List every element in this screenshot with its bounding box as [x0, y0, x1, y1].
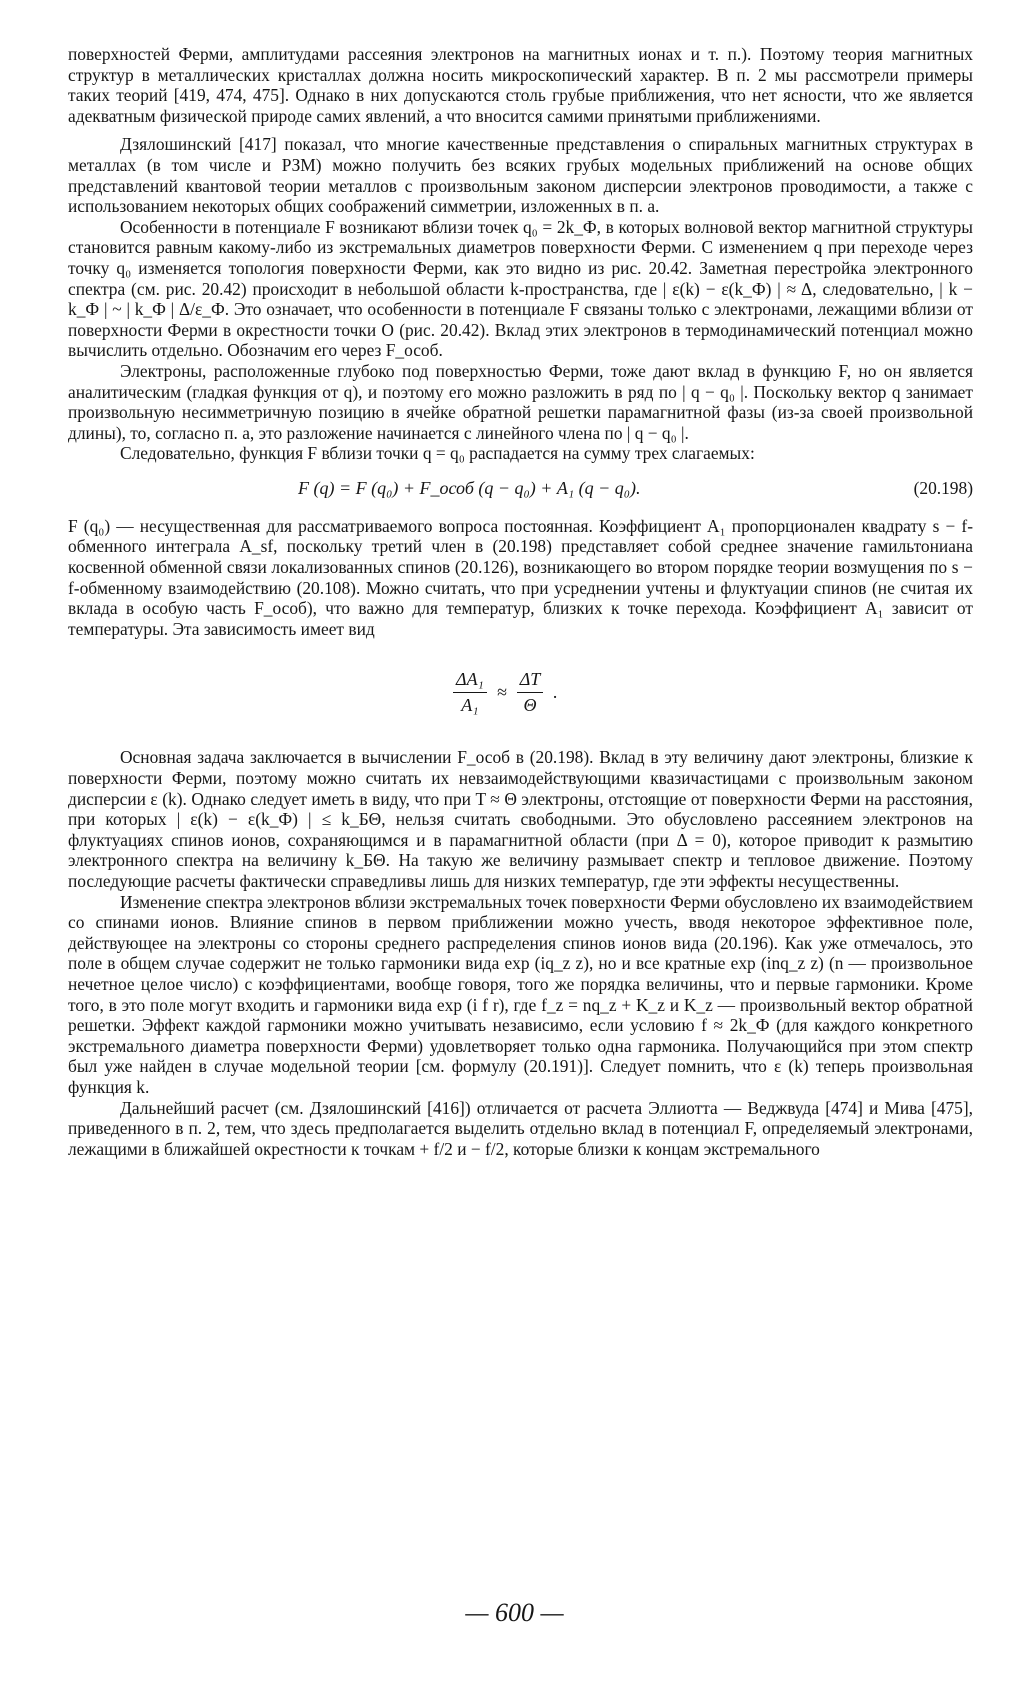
- fraction-right: [517, 669, 544, 715]
- equation-20-198: [68, 472, 973, 508]
- fraction-left-denominator: A₁: [461, 695, 479, 716]
- paragraph-6: F (q₀) — несущественная для рассматриваемого вопроса постоянная. Коэффициент A₁ пропорционален квадрату s − f-обменного интеграла A_sf, поскольку третий член в (20.198) представляет собой среднее значение гамильтониана косвенной обменной связи локализованных спинов (20.126), возникающего во втором порядке теории возмущения по s − f-обменному взаимодействию (20.108). Можно считать, что при усреднении учтены и флуктуации спинов (не считая их вклада в особую часть F_особ), что важно для температур, близких к точке перехода. Коэффициент A₁ зависит от температуры. Эта зависимость имеет вид: [68, 515, 973, 639]
- approx-sign: ≈: [496, 682, 507, 703]
- fraction-period: .: [553, 682, 558, 703]
- page-text: [68, 44, 973, 1159]
- paragraph-3: Особенности в потенциале F возникают вблизи точек q₀ = 2k_Ф, в которых волновой вектор магнитной структуры становится равным какому-либо из экстремальных диаметров поверхности Ферми. С изменением q при переходе через точку q₀ изменяется топология поверхности Ферми, как это видно из рис. 20.42. Заметная перестройка электронного спектра (см. рис. 20.42) происходит в небольшой области k-пространства, где | ε(k) − ε(k_Ф) | ≈ Δ, следовательно, | k − k_Ф | ~ | k_Ф | Δ/ε_Ф. Это означает, что особенности в потенциале F связаны только с электронами, лежащими вблизи от поверхности Ферми в окрестности точки O (рис. 20.42). Вклад этих электронов в термодинамический потенциал можно вычислить отдельно. Обозначим его через F_особ.: [68, 216, 973, 361]
- paragraph-4: Электроны, расположенные глубоко под поверхностью Ферми, тоже дают вклад в функцию F, но он является аналитическим (гладкая функция от q), и поэтому его можно разложить в ряд по | q − q₀ |. Поскольку вектор q занимает произвольную несимметричную позицию в ячейке обратной решетки парамагнитной фазы (из-за своей произвольной длины), то, согласно п. a, это разложение начинается с линейного члена по | q − q₀ |.: [68, 360, 973, 443]
- fraction-right-numerator: ΔT: [517, 669, 544, 693]
- fraction-left: [453, 669, 487, 715]
- page-number: — 600 —: [465, 1598, 564, 1627]
- fraction-left-numerator: ΔA₁: [453, 669, 487, 693]
- paragraph-2: Дзялошинский [417] показал, что многие качественные представления о спиральных магнитных структурах в металлах (в том числе и РЗМ) можно получить без всяких грубых модельных приближений на основе общих представлений квантовой теории металлов с произвольным законом дисперсии электронов проводимости, а также с использованием некоторых общих соображений симметрии, изложенных в п. a.: [68, 134, 973, 217]
- fraction-right-denominator: Θ: [523, 695, 537, 716]
- paragraph-7: Основная задача заключается в вычислении F_особ в (20.198). Вклад в эту величину дают электроны, близкие к поверхности Ферми, поэтому можно считать их невзаимодействующими квазичастицами с произвольным законом дисперсии ε (k). Однако следует иметь в виду, что при T ≈ Θ электроны, отстоящие от поверхности Ферми на расстояния, при которых | ε(k) − ε(k_Ф) | ≤ k_БΘ, нельзя считать свободными. Это обусловлено рассеянием электронов на флуктуациях спинов ионов, сохраняющимся и в парамагнитной области (при Δ = 0), которое приводит к размытию электронного спектра на величину k_БΘ. На такую же величину размывает спектр и тепловое движение. Поэтому последующие расчеты фактически справедливы лишь для низких температур, где эти эффекты несущественны.: [68, 747, 973, 891]
- paragraph-1: поверхностей Ферми, амплитудами рассеяния электронов на магнитных ионах и т. п.). Поэтому теория магнитных структур в металлических кристаллах должна носить микроскопический характер. В п. 2 мы рассмотрели примеры таких теорий [419, 474, 475]. Однако в них допускаются столь грубые приближения, что нет ясности, что же является адекватным физической природе самих явлений, а что вносится самими принятыми приближениями.: [68, 44, 973, 126]
- equation-body: F (q) = F (q₀) + F_особ (q − q₀) + A₁ (q − q₀).: [298, 477, 641, 498]
- temperature-relation: [68, 651, 973, 739]
- paragraph-5: Следовательно, функция F вблизи точки q = q₀ распадается на сумму трех слагаемых:: [120, 443, 755, 464]
- paragraph-8: Изменение спектра электронов вблизи экстремальных точек поверхности Ферми обусловлено их взаимодействием со спинами ионов. Влияние спинов в первом приближении можно учесть, вводя некоторое эффективное поле, действующее на электроны со стороны среднего распределения спинов ионов вида (20.196). Как уже отмечалось, это поле в общем случае содержит не только гармоники вида exp (iq_z z), но и все кратные exp (inq_z z) (n — произвольное нечетное целое число) с коэффициентами, вообще говоря, того же порядка величины, что и первые гармоники. Кроме того, в это поле могут входить и гармоники вида exp (i f r), где f_z = nq_z + K_z и K_z — произвольный вектор обратной решетки. Эффект каждой гармоники можно учитывать независимо, если условию f ≈ 2k_Ф (для каждого конкретного экстремального диаметра поверхности Ферми) удовлетворяет только одна гармоника. Получающийся при этом спектр был уже найден в случае модельной теории [см. формулу (20.191)]. Следует помнить, что ε (k) теперь произвольная функция k.: [68, 891, 973, 1097]
- equation-number: (20.198): [913, 477, 973, 498]
- paragraph-9: Дальнейший расчет (см. Дзялошинский [416]) отличается от расчета Эллиотта — Веджвуда [474] и Мива [475], приведенного в п. 2, тем, что здесь предполагается выделить отдельно вклад в потенциал F, определяемый электронами, лежащими в ближайшей окрестности к точкам + f/2 и − f/2, которые близки к концам экстремального: [68, 1097, 973, 1159]
